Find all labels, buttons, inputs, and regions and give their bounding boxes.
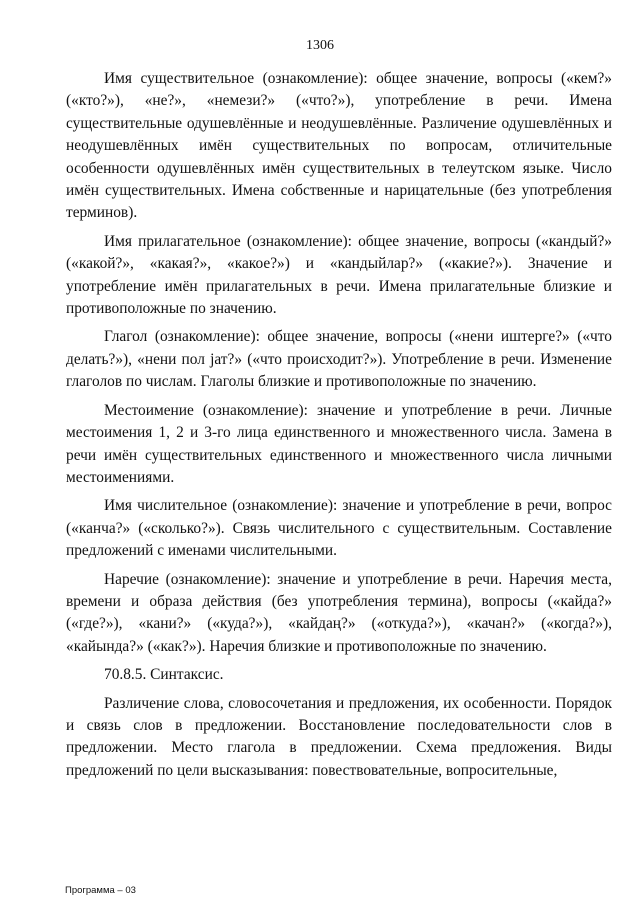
paragraph-noun: Имя существительное (ознакомление): общее значение, вопросы («кем?» («кто?»), «не?», «немези?» («что?»), употребление в речи. Имена существительные одушевлённые и неодушевлённые. Различение одушевлённых и неодушевлённых имён существительных по вопросам, отличительные особенности одушевлённых имён существительных в телеутском языке. Число имён существительных. Имена собственные и нарицательные (без употребления терминов). <box>66 70 612 222</box>
paragraph-adverb: Наречие (ознакомление): значение и употребление в речи. Наречия места, времени и образа действия (без употребления термина), вопросы («кайда?» («где?»), «кани?» («куда?»), «кайдаң?» («откуда?»), «качан?» («когда?»), «кайында?» («как?»). Наречия близкие и противоположные по значению. <box>66 570 612 655</box>
paragraph-adjective: Имя прилагательное (ознакомление): общее значение, вопросы («кандый?» («какой?», «какая?», «какое?») и «кандыйлар?» («какие?»). Значение и употребление имён прилагательных в речи. Имена прилагательные близкие и противоположные по значению. <box>66 232 612 318</box>
page-footer: Программа – 03 <box>65 885 136 896</box>
paragraph-verb: Глагол (ознакомление): общее значение, вопросы («нени иштерге?» («что делать?»), «нени пол јат?» («что происходит?»). Употребление в речи. Изменение глаголов по числам. Глаголы близкие и противоположные по значению. <box>66 328 612 391</box>
paragraph-numeral: Имя числительное (ознакомление): значение и употребление в речи, вопрос («канча?» («сколько?»). Связь числительного с существительным. Составление предложений с именами числительными. <box>66 497 612 560</box>
page-body <box>66 68 612 788</box>
paragraph-pronoun: Местоимение (ознакомление): значение и употребление в речи. Личные местоимения 1, 2 и 3-го лица единственного и множественного числа. Замена в речи имён существительных единственного и множественного числа личными местоимениями. <box>66 401 612 486</box>
section-heading: 70.8.5. Синтаксис. <box>104 666 224 684</box>
paragraph-syntax: Различение слова, словосочетания и предложения, их особенности. Порядок и связь слов в предложении. Восстановление последовательности слов в предложении. Место глагола в предложении. Схема предложения. Виды предложений по цели высказывания: повествовательные, вопросительные, <box>66 694 612 779</box>
page-number: 1306 <box>306 38 334 53</box>
